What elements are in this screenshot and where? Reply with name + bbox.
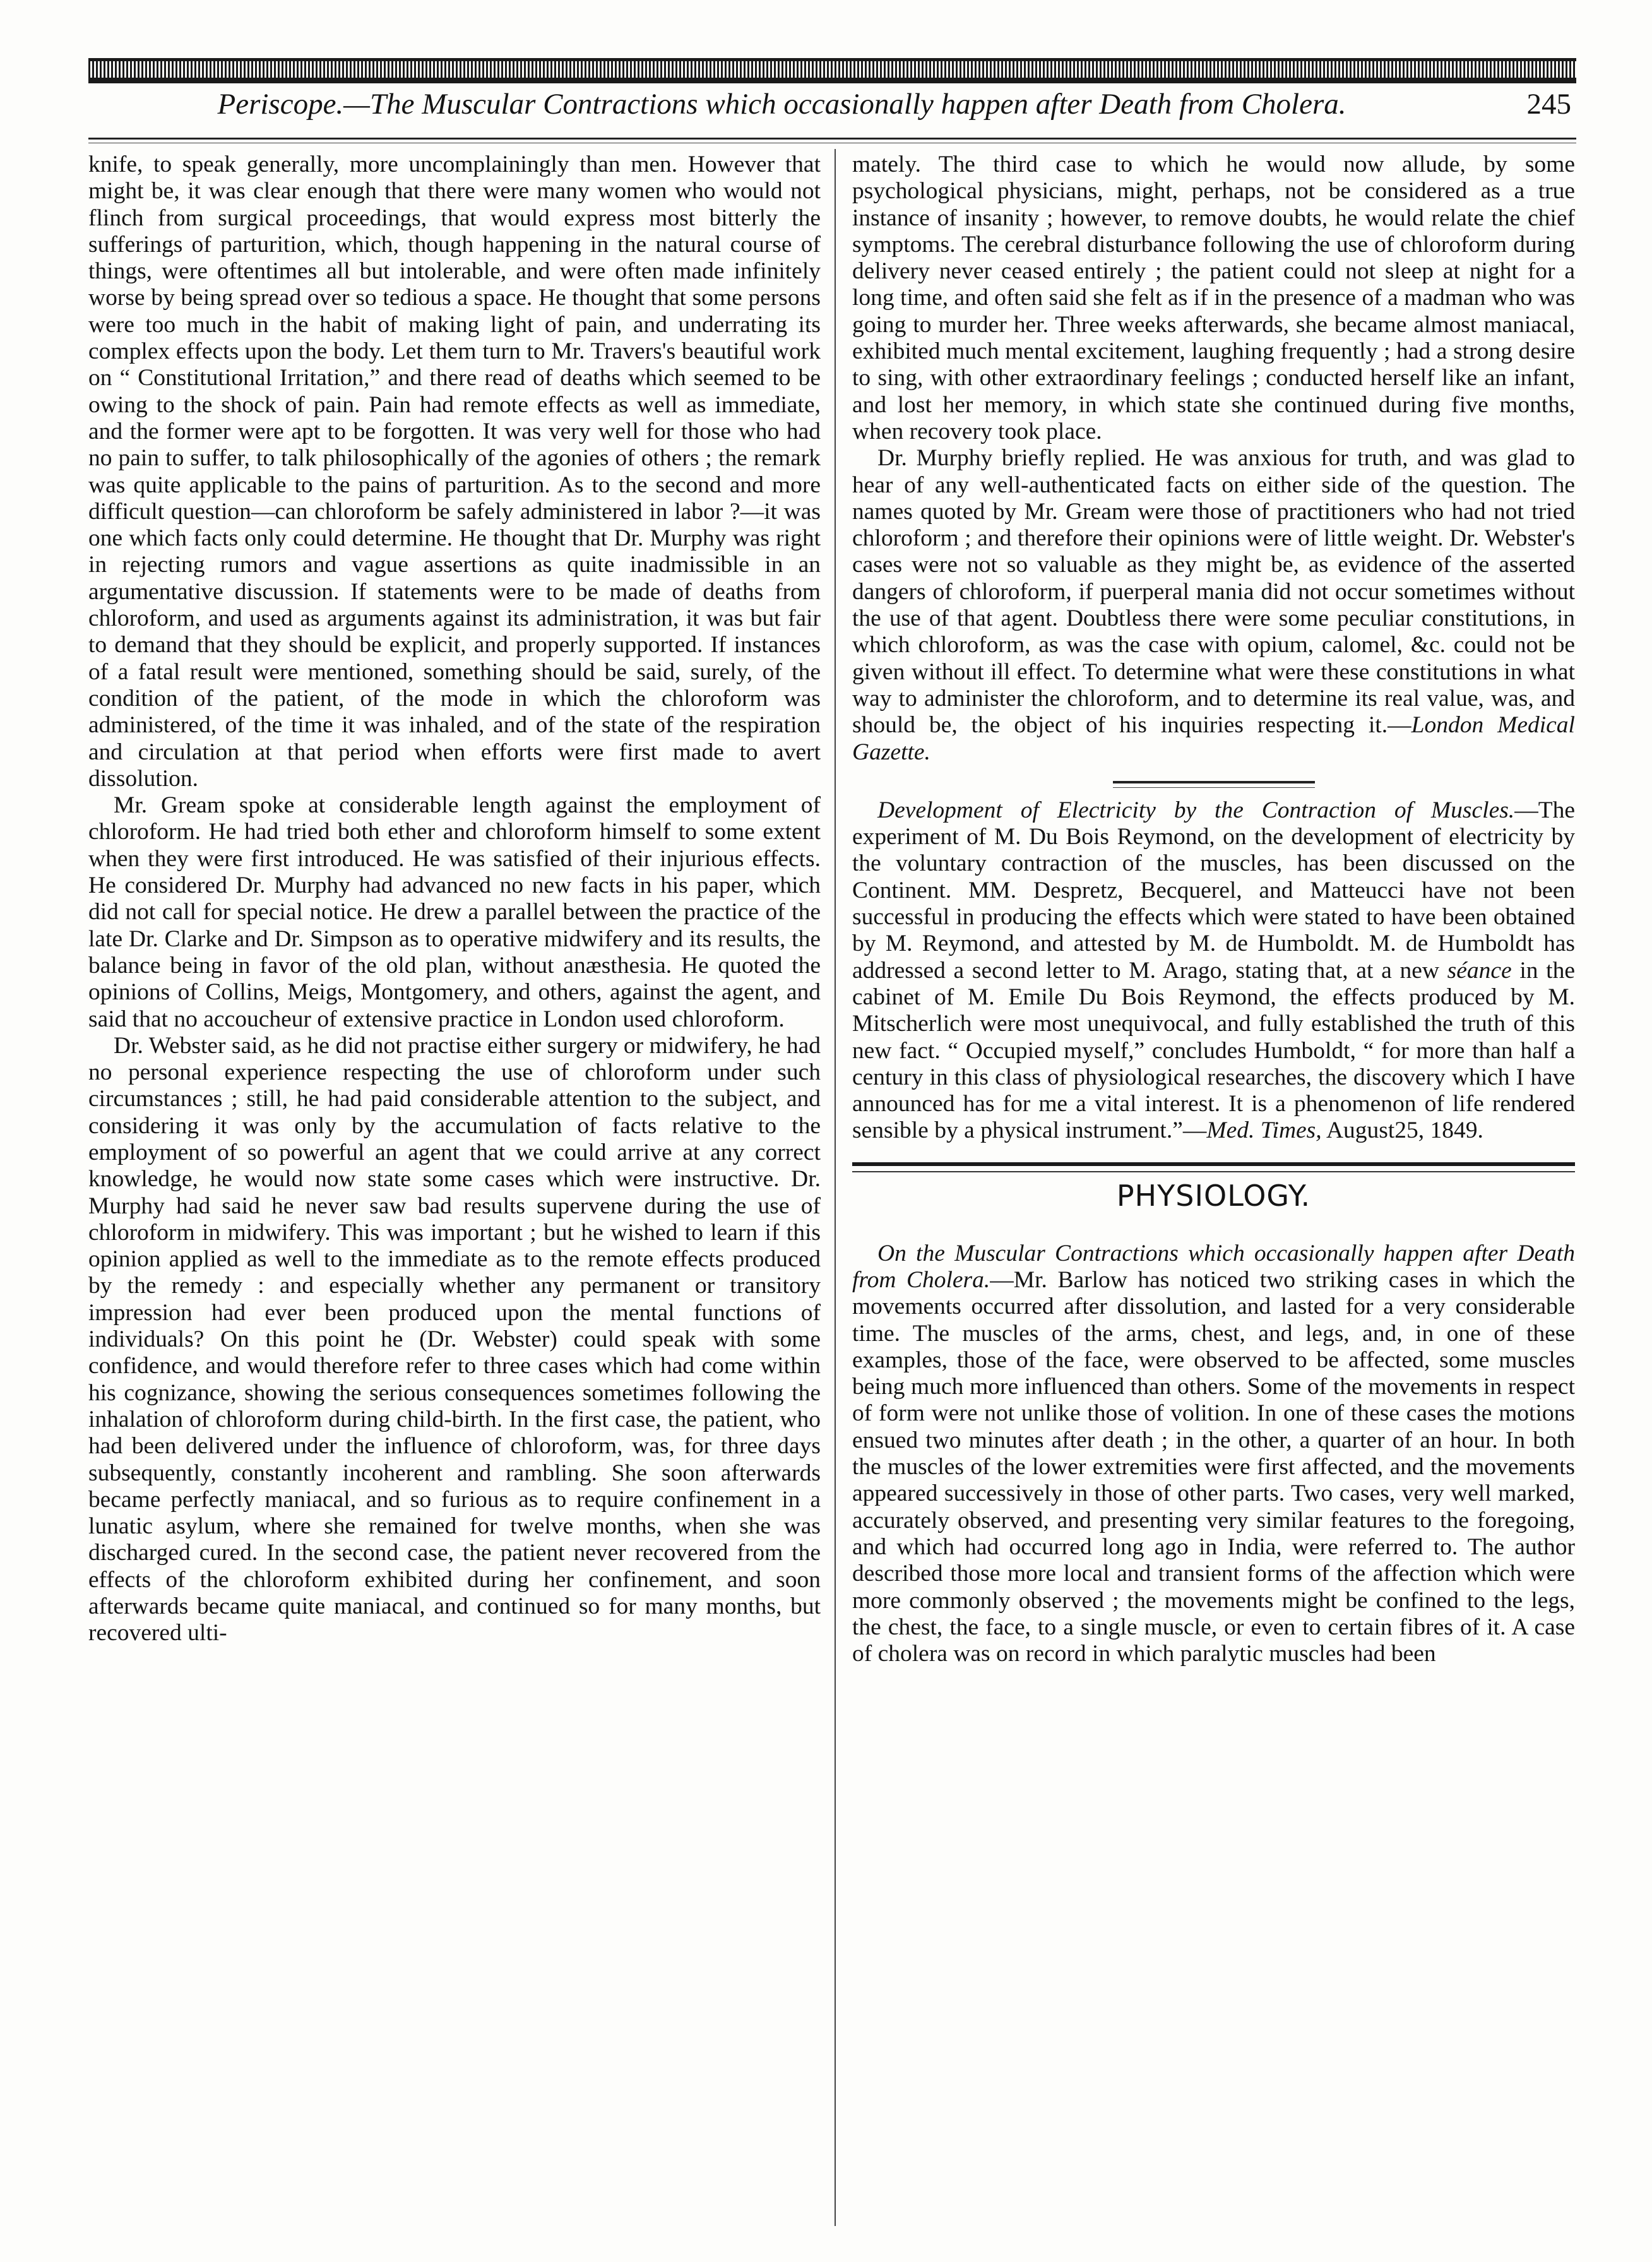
left-column — [88, 152, 821, 1647]
paragraph-dr-webster: Dr. Webster said, as he did not practise either surgery or midwifery, he had no personal experience respecting the use of chloroform under such circumstances ; still, he had paid considerable attention to the subject, and considering it was only by the accumulation of facts relative to the employment of so powerful an agent that we could arrive at any correct knowledge, he would now state some cases which were instructive. Dr. Murphy had said he never saw bad results supervene during the use of chloroform in midwifery. This was important ; but he wished to learn if this opinion applied as well to the immediate as to the remote effects produced by the remedy : and especially whether any permanent or transitory impression had ever been produced upon the mental functions of individuals? On this point he (Dr. Webster) could speak with some confidence, and would therefore refer to three cases which had come within his cognizance, showing the serious consequences sometimes following the inhalation of chloroform during child-birth. In the first case, the patient, who had been delivered under the influence of chloroform, was, for three days subsequently, constantly incoherent and rambling. She soon afterwards became perfectly maniacal, and so furious as to require confinement in a lunatic asylum, where she remained for twelve months, when she was discharged cured. In the second case, the patient never recovered from the effects of the chloroform exhibited during her confinement, and soon afterwards became quite maniacal, and continued so for many months, but recovered ulti- — [88, 1032, 821, 1646]
source-london-medical-gazette: London Medical Gazette. — [852, 712, 1575, 765]
right-column — [852, 152, 1575, 1667]
cholera-article-text: —Mr. Barlow has noticed two striking cases in which the movements occurred after dissolution, and lasted for a very considerable time. The muscles of the arms, chest, and legs, and, in one of these examples, those of the face, were observed to be affected, some muscles being much more influenced than others. Some of the movements in respect of form were not unlike those of volition. In one of these cases the motions ensued two minutes after death ; in the other, a quarter of an hour. In both the muscles of the lower extremities were first affected, and the movements appeared successively in those of other parts. Two cases, very well marked, accurately observed, and presenting very similar features to the foregoing, and which had occurred long ago in India, were referred to. The author described those more local and transient forms of the affection which were more commonly observed ; the movements might be confined to the legs, the chest, the face, to a single muscle, or even to certain fibres of it. A case of cholera was on record in which paralytic muscles had been — [852, 1266, 1575, 1667]
column-divider — [835, 149, 836, 2226]
section-separator — [852, 1162, 1575, 1166]
section-heading-physiology: PHYSIOLOGY. — [1116, 1178, 1311, 1213]
murphy-reply-text: Dr. Murphy briefly replied. He was anxious for truth, and was glad to hear of any well-authenticated facts on either side of the question. The names quoted by Mr. Gream were those of practitioners who had not tried chloroform ; and therefore their opinions were of little weight. Dr. Webster's cases were not so valuable as they might be, as evidence of the asserted dangers of chloroform, if puerperal mania did not occur sometimes without the use of that agent. Doubtless there were some peculiar constitutions, in which chloroform, as was the case with opium, calomel, &c. could not be given without ill effect. To determine what were these constitutions in what way to administer the chloroform, and to determine its real value, was, and should be, the object of his inquiries respecting it.— — [852, 445, 1575, 739]
paragraph-mr-gream: Mr. Gream spoke at considerable length against the employment of chloroform. He had tried both ether and chloroform himself to some extent when they were first introduced. He was satisfied of their injurious effects. He considered Dr. Murphy had advanced no new facts in his paper, which did not call for special notice. He drew a parallel between the practice of the late Dr. Clarke and Dr. Simpson as to operative midwifery and its results, the balance being in favor of the old plan, without anæsthesia. He quoted the opinions of Collins, Meigs, Montgomery, and others, against the agent, and said that no accoucheur of extensive practice in London used chloroform. — [88, 792, 821, 1032]
source-med-times: Med. Times, — [1206, 1117, 1322, 1144]
paragraph-dr-murphy-reply — [852, 445, 1575, 766]
seance-word: séance — [1447, 957, 1512, 984]
electricity-article-text: —The experiment of M. Du Bois Reymond, on the development of electricity by the voluntary contraction of the muscles, has been discussed on the Continent. MM. Despretz, Becquerel, and Matteucci have not been successful in producing the effects which were stated to have been obtained by M. Reymond, and attested by M. de Humboldt. M. de Humboldt has addressed a second letter to M. Arago, stating that, at a new — [852, 797, 1575, 984]
source-date: August25, 1849. — [1321, 1117, 1483, 1144]
cholera-article-title: On the Muscular Contractions which occasionally happen after Death from Cholera. — [852, 1240, 1575, 1293]
running-head — [88, 87, 1576, 131]
electricity-article-title: Development of Electricity by the Contraction of Muscles. — [877, 797, 1515, 823]
electricity-article-text-2: in the cabinet of M. Emile Du Bois Reymond, the effects produced by M. Mitscherlich were most unequivocal, and fully established the truth of this new fact. “ Occupied myself,” concludes Humboldt, “ for more than half a century in this class of physiological researches, the discovery which I have announced has for me a vital interest. It is a phenomenon of life rendered sensible by a physical instrument.”— — [852, 957, 1575, 1144]
paragraph-third-case: mately. The third case to which he would now allude, by some psychological physicians, might, perhaps, not be considered as a true instance of insanity ; however, to remove doubts, he would relate the chief symptoms. The cerebral disturbance following the use of chloroform during delivery never ceased entirely ; the patient could not sleep at night for a long time, and often said she felt as if in the presence of a madman who was going to murder her. Three weeks afterwards, she became almost maniacal, exhibited much mental excitement, laughing frequently ; had a strong desire to sing, with other extraordinary feelings ; conducted herself like an infant, and lost her memory, in which state she continued during five months, when recovery took place. — [852, 152, 1575, 444]
page-number: 245 — [1526, 88, 1571, 121]
article-electricity — [852, 797, 1575, 1145]
header-rule — [88, 138, 1576, 140]
article-cholera — [852, 1241, 1575, 1668]
article-separator — [1113, 781, 1315, 783]
paragraph-pain-continuation: knife, to speak generally, more uncomplainingly than men. However that might be, it was clear enough that there were many women who would not flinch from surgical proceedings, that would express most bitterly the sufferings of parturition, which, though happening in the natural course of things, were oftentimes all but intolerable, and were often made infinitely worse by being spread over so tedious a space. He thought that some persons were too much in the habit of making light of pain, and underrating its complex effects upon the body. Let them turn to Mr. Travers's beautiful work on “ Constitutional Irritation,” and there read of deaths which seemed to be owing to the shock of pain. Pain had remote effects as well as immediate, and the former were apt to be forgotten. It was very well for those who had no pain to suffer, to talk philosophically of the agonies of others ; the remark was quite applicable to the pains of parturition. As to the second and more difficult question—can chloroform be safely administered in labor ?—it was one which facts only could determine. He thought that Dr. Murphy was right in rejecting rumors and vague assertions as quite inadmissible in an argumentative discussion. If statements were to be made of deaths from chloroform, and used as arguments against its administration, it was but fair to demand that they should be explicit, and properly supported. If instances of a fatal result were mentioned, something should be said, surely, of the condition of the patient, of the mode in which the chloroform was administered, of the time it was inhaled, and of the state of the respiration and circulation at that period when efforts were first made to avert dissolution. — [88, 152, 821, 792]
top-ornamental-rule — [88, 58, 1576, 83]
running-title: Periscope.—The Muscular Contractions which occasionally happen after Death from Cholera. — [217, 88, 1346, 121]
